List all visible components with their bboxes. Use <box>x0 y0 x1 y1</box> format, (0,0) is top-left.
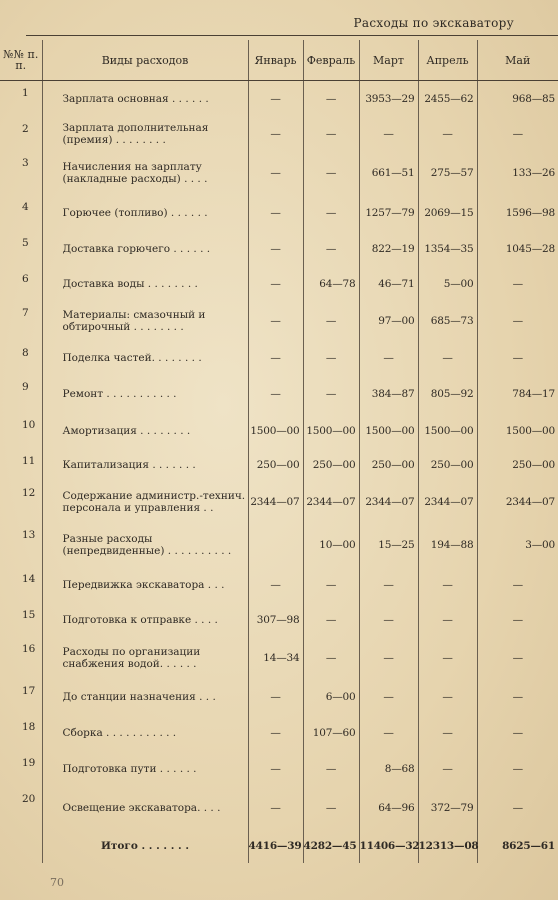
table-header-row <box>0 40 558 81</box>
row-number: 14 <box>0 567 42 603</box>
value-may: 968—85 <box>512 92 555 105</box>
value-february: — <box>303 117 359 151</box>
value-january: 14—34 <box>248 637 303 679</box>
value-march: 2344—07 <box>359 481 418 523</box>
value-january: — <box>248 81 303 117</box>
value-january: — <box>248 679 303 715</box>
table-row <box>0 81 558 117</box>
value-january: — <box>248 787 303 829</box>
value-january: — <box>248 751 303 787</box>
value-january: 2344—07 <box>248 481 303 523</box>
value-april: 5—00 <box>418 267 477 301</box>
value-january: — <box>248 267 303 301</box>
total-april: 12313—08 <box>418 829 477 863</box>
column-header-january: Январь <box>248 40 303 81</box>
value-february: — <box>303 341 359 375</box>
expense-name: Разные расходы (непредвиденные) . . . . . . . . . . <box>42 523 248 567</box>
row-number: 6 <box>0 267 42 301</box>
value-april: — <box>418 715 477 751</box>
row-number: 7 <box>0 301 42 341</box>
value-march: 1257—79 <box>359 195 418 231</box>
value-january: — <box>248 117 303 151</box>
value-january: — <box>248 195 303 231</box>
value-march: — <box>359 117 418 151</box>
row-number: 15 <box>0 603 42 637</box>
expense-name: Доставка горючего . . . . . . <box>42 231 248 267</box>
expense-name: Подготовка к отправке . . . . <box>42 603 248 637</box>
expense-name: Начисления на зарплату (накладные расходы) . . . . <box>42 151 248 195</box>
value-april: 2344—07 <box>418 481 477 523</box>
table-row <box>0 449 558 481</box>
table-row <box>0 679 558 715</box>
total-february: 4282—45 <box>303 829 359 863</box>
table-row <box>0 341 558 375</box>
row-number: 2 <box>0 117 42 151</box>
value-april: 1354—35 <box>418 231 477 267</box>
value-may: 1500—00 <box>505 424 555 437</box>
value-march: — <box>359 715 418 751</box>
value-may: — <box>512 314 523 327</box>
value-may: — <box>512 762 523 775</box>
value-march: 822—19 <box>359 231 418 267</box>
value-march: 661—51 <box>359 151 418 195</box>
total-label: Итого . . . . . . . <box>42 829 248 863</box>
value-march: 3953—29 <box>359 81 418 117</box>
value-february: — <box>303 603 359 637</box>
value-march: 46—71 <box>359 267 418 301</box>
value-april: 2069—15 <box>418 195 477 231</box>
expense-name: Сборка . . . . . . . . . . . <box>42 715 248 751</box>
value-april: 194—88 <box>418 523 477 567</box>
value-january: 250—00 <box>248 449 303 481</box>
value-april: — <box>418 341 477 375</box>
value-may: 3—00 <box>525 538 555 551</box>
table-row <box>0 637 558 679</box>
value-march: — <box>359 567 418 603</box>
column-header-name: Виды расходов <box>42 40 248 81</box>
row-number: 1 <box>0 81 42 117</box>
value-february: — <box>303 81 359 117</box>
table-row <box>0 523 558 567</box>
row-number: 13 <box>0 523 42 567</box>
value-february: — <box>303 375 359 413</box>
row-number: 20 <box>0 787 42 829</box>
value-april: 685—73 <box>418 301 477 341</box>
value-may: 1596—98 <box>505 206 555 219</box>
expenses-table <box>0 40 558 863</box>
column-header-february: Февраль <box>303 40 359 81</box>
value-april: 372—79 <box>418 787 477 829</box>
row-number: 16 <box>0 637 42 679</box>
value-february: — <box>303 567 359 603</box>
value-march: — <box>359 341 418 375</box>
table-row <box>0 195 558 231</box>
total-may: 8625—61 <box>502 839 555 852</box>
value-february: 107—60 <box>303 715 359 751</box>
table-row <box>0 151 558 195</box>
table-row <box>0 787 558 829</box>
value-may: 2344—07 <box>505 495 555 508</box>
table-row <box>0 117 558 151</box>
row-number: 11 <box>0 449 42 481</box>
total-january: 4416—39 <box>248 829 303 863</box>
value-april: — <box>418 751 477 787</box>
value-march: 250—00 <box>359 449 418 481</box>
expense-name: Горючее (топливо) . . . . . . <box>42 195 248 231</box>
value-january: 1500—00 <box>248 413 303 449</box>
row-number: 17 <box>0 679 42 715</box>
value-may: — <box>512 801 523 814</box>
expense-name: До станции назначения . . . <box>42 679 248 715</box>
value-may: — <box>512 578 523 591</box>
expense-name: Ремонт . . . . . . . . . . . <box>42 375 248 413</box>
value-may: 1045—28 <box>505 242 555 255</box>
value-february: — <box>303 787 359 829</box>
value-january: — <box>248 301 303 341</box>
value-april: 275—57 <box>418 151 477 195</box>
table-row <box>0 267 558 301</box>
row-number: 10 <box>0 413 42 449</box>
value-february: 6—00 <box>303 679 359 715</box>
expense-name: Освещение экскаватора. . . . <box>42 787 248 829</box>
value-january: — <box>248 715 303 751</box>
value-february: — <box>303 231 359 267</box>
value-february: — <box>303 637 359 679</box>
value-march: — <box>359 637 418 679</box>
value-january <box>248 523 303 567</box>
expense-name: Зарплата дополнительная (премия) . . . . . . . . <box>42 117 248 151</box>
expense-name: Доставка воды . . . . . . . . <box>42 267 248 301</box>
total-row <box>0 829 558 863</box>
value-january: — <box>248 231 303 267</box>
value-may: — <box>512 127 523 140</box>
value-april: 2455—62 <box>418 81 477 117</box>
page-header-title: Расходы по экскаватору <box>353 16 514 30</box>
expense-name: Материалы: смазочный и обтирочный . . . . . . . . <box>42 301 248 341</box>
column-header-april: Апрель <box>418 40 477 81</box>
value-february: — <box>303 151 359 195</box>
value-may: 784—17 <box>512 387 555 400</box>
table-body <box>0 81 558 829</box>
value-may: — <box>512 613 523 626</box>
total-number-cell <box>0 829 42 863</box>
value-january: — <box>248 341 303 375</box>
expense-name: Поделка частей. . . . . . . . <box>42 341 248 375</box>
value-january: 307—98 <box>248 603 303 637</box>
value-april: — <box>418 117 477 151</box>
value-february: — <box>303 751 359 787</box>
value-march: — <box>359 679 418 715</box>
row-number: 18 <box>0 715 42 751</box>
value-february: 64—78 <box>303 267 359 301</box>
value-february: — <box>303 195 359 231</box>
row-number: 5 <box>0 231 42 267</box>
table-row <box>0 567 558 603</box>
page-number: 70 <box>50 876 64 889</box>
value-february: — <box>303 301 359 341</box>
header-rule <box>26 35 558 36</box>
value-march: 8—68 <box>359 751 418 787</box>
table-row <box>0 375 558 413</box>
value-april: 250—00 <box>418 449 477 481</box>
table-row <box>0 231 558 267</box>
value-may: — <box>512 277 523 290</box>
expense-name: Расходы по организации снабжения водой. . . . . . <box>42 637 248 679</box>
column-header-number: №№ п. п. <box>0 40 42 81</box>
expense-name: Содержание администр.-технич. персонала и управления . . <box>42 481 248 523</box>
value-april: — <box>418 567 477 603</box>
table-row <box>0 603 558 637</box>
value-may: — <box>512 351 523 364</box>
value-january: — <box>248 151 303 195</box>
value-january: — <box>248 567 303 603</box>
total-march: 11406—32 <box>359 829 418 863</box>
value-february: 2344—07 <box>303 481 359 523</box>
table-row <box>0 413 558 449</box>
value-march: 97—00 <box>359 301 418 341</box>
value-march: 64—96 <box>359 787 418 829</box>
value-march: 384—87 <box>359 375 418 413</box>
value-april: 805—92 <box>418 375 477 413</box>
value-february: 1500—00 <box>303 413 359 449</box>
table-row <box>0 751 558 787</box>
expense-name: Подготовка пути . . . . . . <box>42 751 248 787</box>
expense-name: Зарплата основная . . . . . . <box>42 81 248 117</box>
value-february: 250—00 <box>303 449 359 481</box>
column-header-march: Март <box>359 40 418 81</box>
expense-name: Передвижка экскаватора . . . <box>42 567 248 603</box>
table-row <box>0 715 558 751</box>
row-number: 8 <box>0 341 42 375</box>
value-march: 1500—00 <box>359 413 418 449</box>
value-may: — <box>512 690 523 703</box>
row-number: 3 <box>0 151 42 195</box>
value-may: — <box>512 651 523 664</box>
column-header-may: Май <box>477 40 558 81</box>
row-number: 4 <box>0 195 42 231</box>
value-march: 15—25 <box>359 523 418 567</box>
value-march: — <box>359 603 418 637</box>
row-number: 19 <box>0 751 42 787</box>
table-row <box>0 301 558 341</box>
table-row <box>0 481 558 523</box>
expense-name: Капитализация . . . . . . . <box>42 449 248 481</box>
value-april: — <box>418 603 477 637</box>
value-may: 133—26 <box>512 166 555 179</box>
value-april: — <box>418 679 477 715</box>
value-may: — <box>512 726 523 739</box>
value-april: — <box>418 637 477 679</box>
value-january: — <box>248 375 303 413</box>
value-may: 250—00 <box>512 458 555 471</box>
row-number: 9 <box>0 375 42 413</box>
value-april: 1500—00 <box>418 413 477 449</box>
expense-name: Амортизация . . . . . . . . <box>42 413 248 449</box>
value-february: 10—00 <box>303 523 359 567</box>
row-number: 12 <box>0 481 42 523</box>
